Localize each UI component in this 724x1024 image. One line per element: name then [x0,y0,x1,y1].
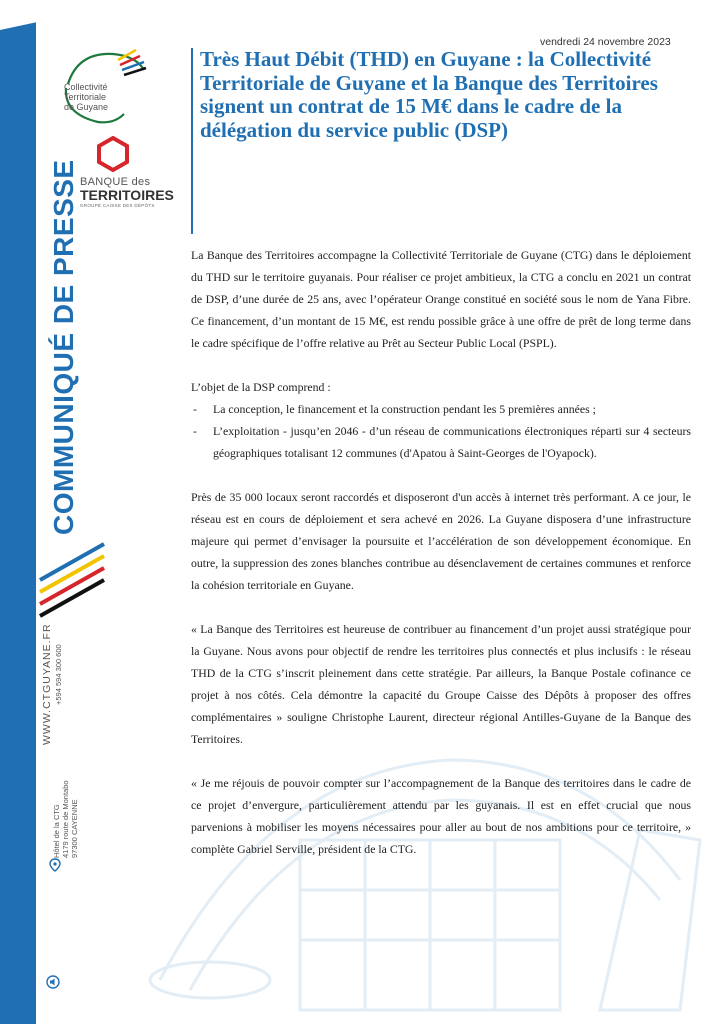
list-intro: L’objet de la DSP comprend : [191,380,331,394]
title-rule [191,48,193,234]
address-line1: Hôtel de la CTG [52,804,61,858]
paragraph-quote-serville: « Je me réjouis de pouvoir compter sur l’accompagnement de la Banque des territoires dans le cadre de ce projet d’envergure, particulièrement attendu par les guyanais. Il est en effet crucial que nous parvenions à mobiliser les moyens nécessaires pour aller au bout de nos ambitions pour ce territoire, » complète Gabriel Serville, président de la CTG. [191,776,691,856]
ctg-logo-text [64,82,108,112]
address-line2: 4179 route de Montabo [61,780,70,858]
top-corner-cutout [0,0,140,30]
paragraph-quote-laurent: « La Banque des Territoires est heureuse de contribuer au financement d’un projet aussi stratégique pour la Guyane. Nous avons pour objectif de rendre les territoires plus connectés et plus inclusifs : le réseau THD de la CTG s’inscrit pleinement dans cette stratégie. Par ailleurs, la Banque Postale cofinance ce projet à nos côtés. Cela démontre la capacité du Groupe Caisse des Dépôts à proposer des offres complémentaires » souligne Christophe Laurent, directeur régional Antilles-Guyane de la Banque des Territoires. [191,622,691,746]
bdt-logo-text [80,176,174,208]
ctg-logo-line2: Territoriale [64,92,107,102]
phone-number: +594 594 300 600 [54,644,63,705]
website-link[interactable]: WWW.CTGUYANE.FR [41,623,53,745]
bdt-logo-line3: GROUPE CAISSE DES DÉPÔTS [80,203,155,208]
bdt-logo-line2: TERRITOIRES [80,187,174,203]
address-line3: 97300 CAYENNE [70,799,79,858]
list-item-text: La conception, le financement et la construction pendant les 5 premières années ; [213,402,596,416]
ctg-logo-line3: de Guyane [64,102,109,112]
press-release-label: COMMUNIQUÉ DE PRESSE [48,159,79,535]
list-item: - La conception, le financement et la construction pendant les 5 premières années ; [193,402,596,416]
speaker-icon [46,975,60,989]
list-item: - L’exploitation - jusqu’en 2046 - d’un réseau de communications électroniques réparti sur 4 secteurs géographiques totalisant 12 communes (d'Apatou à Saint-Georges de l'Oyapock). [193,424,691,460]
bdt-hexagon-icon [96,136,130,172]
bdt-logo-line1: BANQUE des [80,176,151,188]
dsp-list [191,398,691,464]
location-pin-icon [49,858,61,872]
paragraph-intro: La Banque des Territoires accompagne la Collectivité Territoriale de Guyane (CTG) dans le déploiement du THD sur le territoire guyanais. Pour réaliser ce projet ambitieux, la CTG a conclu en 2021 un contrat de DSP, d’une durée de 25 ans, avec l’opérateur Orange constitué en société sous le nom de Yana Fibre. Ce financement, d’un montant de 15 M€, est rendu possible grâce à une offre de prêt de long terme dans le cadre spécifique de l’offre relative au Prêt au Secteur Public Local (PSPL). [191,248,691,350]
article-body [191,244,691,882]
address-block [52,780,79,858]
ctg-logo-line1: Collectivité [64,82,108,92]
list-item-text: L’exploitation - jusqu’en 2046 - d’un réseau de communications électroniques réparti sur 4 secteurs géographiques totalisant 12 communes (d'Apatou à Saint-Georges de l'Oyapock). [213,424,691,460]
press-date: vendredi 24 novembre 2023 [540,36,671,48]
color-stripes [38,540,108,630]
page-title: Très Haut Débit (THD) en Guyane : la Collectivité Territoriale de Guyane et la Banque des Territoires signent un contrat de 15 M€ dans le cadre de la délégation du service public (DSP) [200,47,658,142]
paragraph-deployment: Près de 35 000 locaux seront raccordés et disposeront d'un accès à internet très performant. A ce jour, le réseau est en cours de déploiement et sera achevé en 2026. La Guyane disposera d’une infrastructure majeure qui permet d’envisager la poursuite et l’accélération de son développement économique. En outre, la suppression des zones blanches contribue au désenclavement de certaines communes et renforce la cohésion territoriale en Guyane. [191,490,691,592]
sidebar-blue-strip [0,0,36,1024]
